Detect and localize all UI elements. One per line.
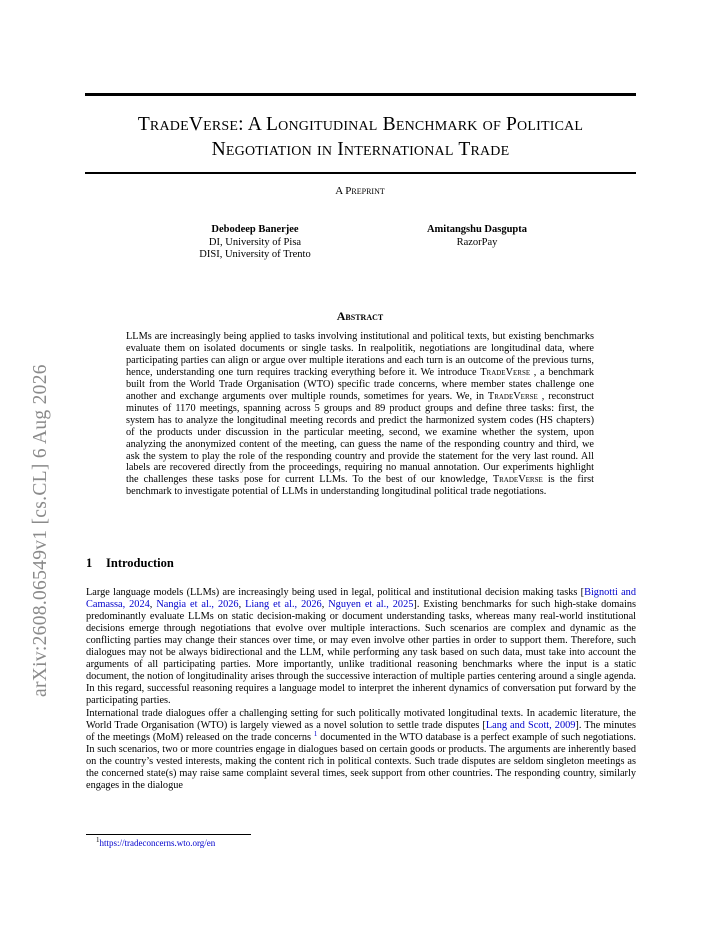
citation-link[interactable]: Lang and Scott, 2009 — [485, 719, 576, 731]
intro-paragraph-2: International trade dialogues offer a challenging setting for such politically motivated longitudinal texts. In academic literature, the World Trade Organisation (WTO) is largely viewed as a novel solution to settle trade disputes [Lang and Scott, 2009]. The minutes of the meetings (MoM) released on the trade concerns $^1$ documented in the WTO database is a perfect example of such negotiations. In such scenarios, two or more countries engage in dialogues based on certain goods or products. The arguments are inherently based on the country’s vested interests, making the content rich in political contexts. Such trade disputes are seldom singleton meetings as the concerned state(s) may raise same complaint several times, seek support from other countries. The responding country, similarly engages in the dialogue — [86, 708, 636, 791]
author-affiliation: DISI, University of Trento — [199, 249, 311, 260]
citation-link[interactable]: Nangia et al., 2026 — [156, 598, 239, 610]
title-bottom-rule — [85, 172, 636, 174]
benchmark-name: TradeVerse — [492, 474, 543, 486]
title-top-rule — [85, 93, 636, 96]
author-affiliation: RazorPay — [456, 236, 498, 248]
abstract-heading: Abstract — [336, 309, 384, 323]
citation-link[interactable]: Nguyen et al., 2025 — [328, 598, 414, 610]
title-line-1: TradeVerse: A Longitudinal Benchmark of Political — [137, 114, 584, 135]
section-number: 1 — [86, 556, 93, 570]
section-heading — [86, 556, 174, 571]
author-name: Amitangshu Dasgupta — [426, 224, 528, 235]
footnote — [96, 838, 215, 848]
intro-paragraph-1: Large language models (LLMs) are increasingly being used in legal, political and institutional decision making tasks [Bignotti and Camassa, 2024, Nangia et al., 2026, Liang et al., 2026, Nguyen et al., 2025]. Existing benchmarks for such high-stake domains predominantly evaluate LLMs on static decision-making or document understanding tasks, whereas many real-world institutional decisions emerge through negotiations that evolve over multiple interactions. Such scenarios are complex and dynamic as the conflicting parties may change their stances over time, or may even involve other parties in order to support them. Therefore, such dialogues may not be always bidirectional and the LLM, while performing any task based on such data, must take into account the arguments of all participating parties. More importantly, unlike traditional reasoning benchmarks where the input is a static document, the notion of longitudinality arises through the successive interaction of multiple parties centering around a single agenda. In this regard, successful reasoning requires a language model to interpret the inherent dynamics of conversation put forward by the participating parties. — [86, 587, 636, 706]
benchmark-name: TradeVerse — [487, 390, 538, 402]
arxiv-identifier-sidebar: arXiv:2608.06549v1 [cs.CL] 6 Aug 2026 — [30, 364, 51, 697]
author-block-2 — [392, 224, 562, 249]
footnote-number: 1 — [96, 836, 100, 844]
author-affiliation: DI, University of Pisa — [208, 236, 302, 248]
footnote-url-link[interactable]: https://tradeconcerns.wto.org/en — [99, 838, 216, 848]
paper-title — [85, 112, 636, 162]
citation-link[interactable]: Bignotti and Camassa, 2024 — [86, 587, 636, 610]
preprint-label: A Preprint — [335, 185, 385, 197]
footnote-marker[interactable]: 1 — [313, 729, 318, 738]
section-title: Introduction — [106, 556, 174, 570]
author-name: Debodeep Banerjee — [211, 224, 299, 235]
citation-link[interactable]: Liang et al., 2026 — [245, 598, 322, 610]
benchmark-name: TradeVerse — [480, 366, 531, 378]
footnote-rule — [86, 834, 251, 835]
abstract-body: LLMs are increasingly being applied to tasks involving institutional and political texts, but existing benchmarks evaluate them on isolated documents or single tasks. In realpolitik, negotiations are longitudinal data, where participating parties can align or argue over multiple iterations and each turn is an outcome of the previous turns, hence, understanding one turn requires tracking everything before it. We introduce TradeVerse , a benchmark built from the World Trade Organisation (WTO) specific trade concerns, where member states challenge one another and exchange arguments over multiple rounds, sometimes for years. We, in TradeVerse , reconstruct minutes of 1170 meetings, spanning across 5 groups and 89 product groups and define three tasks: first, the system has to analyze the longitudinal meeting records and predict the harmonized system codes (HS chapters) of the products under discussion in the particular meeting, second, we examine whether the system, upon analyzing the anonymized content of the meeting, can guess the name of the responding country and third, we ask the system to play the role of the responding country and provide the statement for the very last round. All labels are recovered directly from the proceedings, requiring no manual annotation. Our experiments highlight the challenges these tasks pose for current LLMs. To the best of our knowledge, TradeVerse is the first benchmark to investigate potential of LLMs in understanding longitudinal political trade negotiations. — [126, 331, 594, 498]
title-line-2: Negotiation in International Trade — [211, 139, 510, 160]
author-block-1 — [170, 224, 340, 262]
